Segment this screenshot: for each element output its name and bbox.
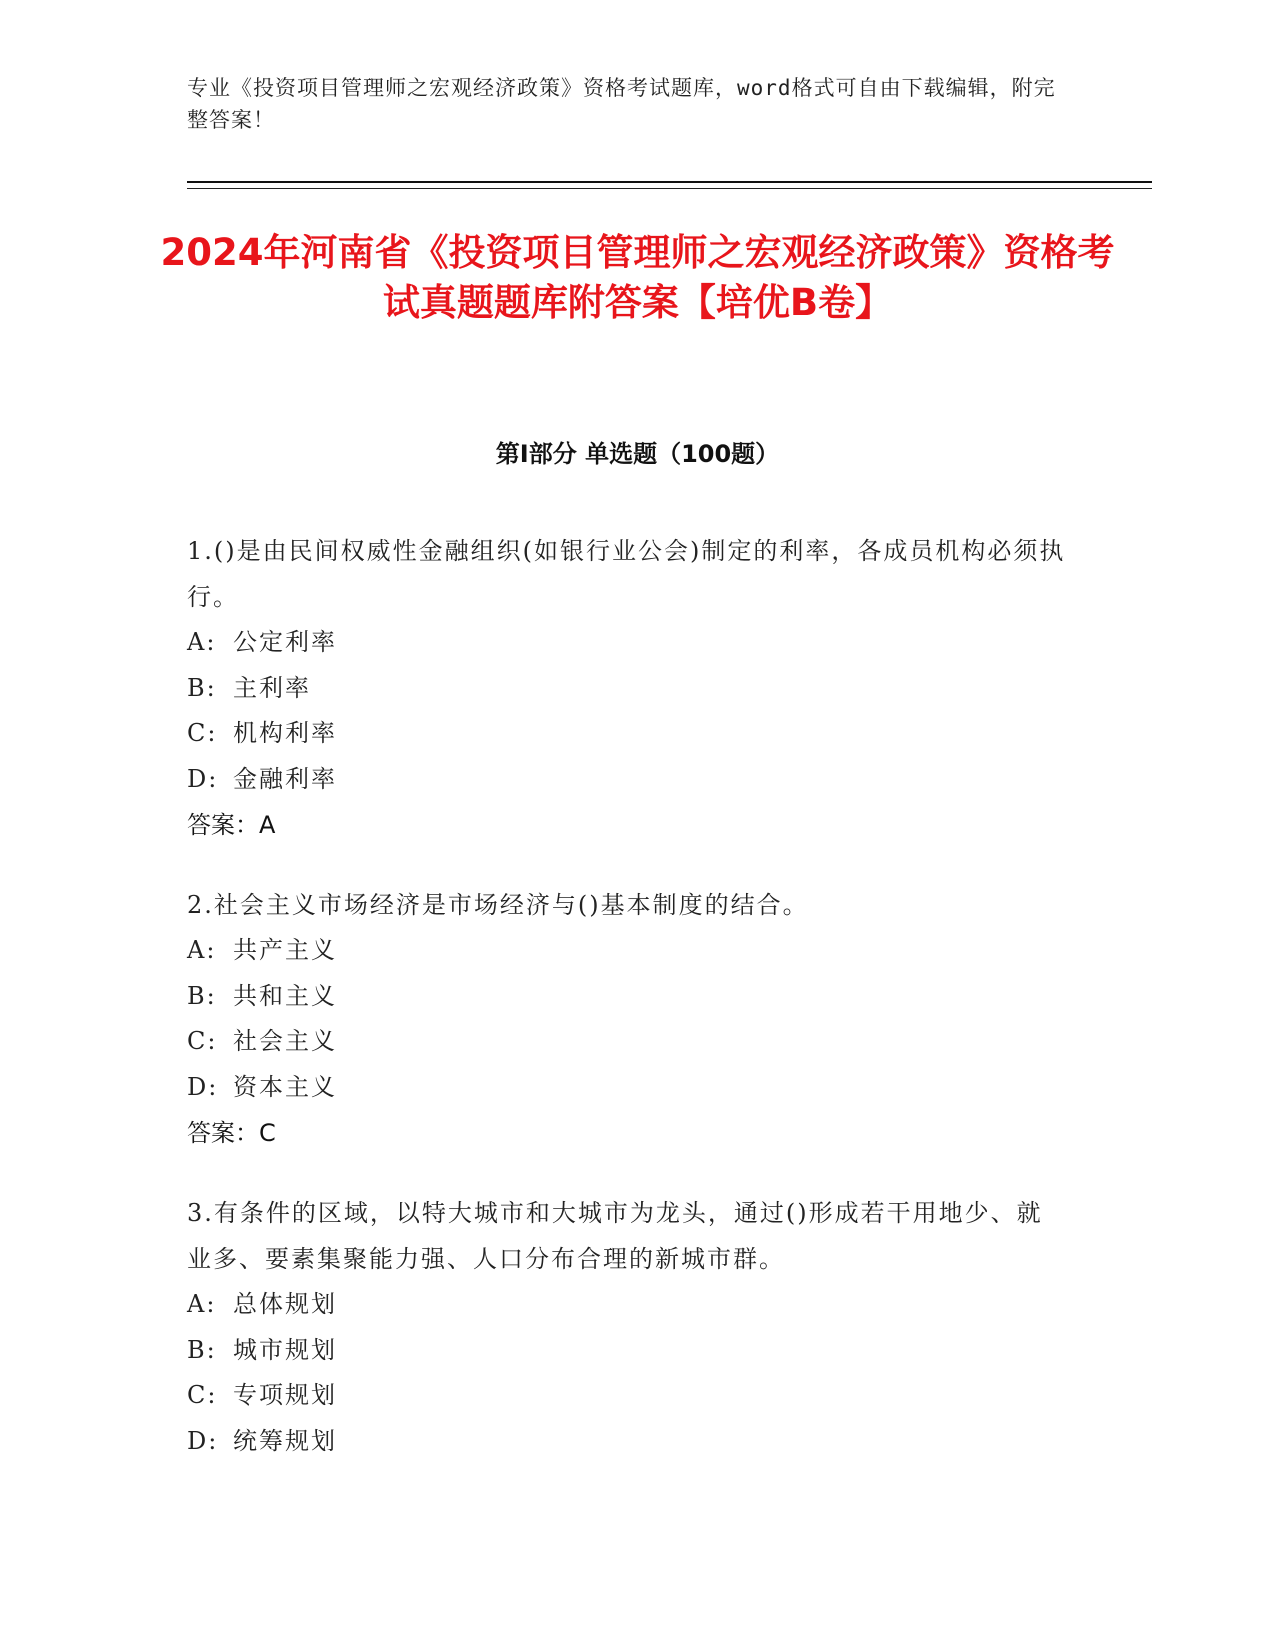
document-title: 2024年河南省《投资项目管理师之宏观经济政策》资格考试真题题库附答案【培优B卷】 (160, 231, 1115, 324)
option-text: 资本主义 (233, 1072, 337, 1101)
option-letter: D: (187, 1426, 219, 1455)
answer-option (187, 620, 1067, 666)
question-body: 社会主义市场经济是市场经济与()基本制度的结合。 (213, 891, 809, 919)
question-item (187, 882, 1067, 1156)
option-text: 公定利率 (233, 628, 337, 656)
option-letter: B: (187, 673, 217, 702)
answer-option (187, 928, 1067, 974)
option-text: 城市规划 (233, 1335, 337, 1364)
option-letter: D: (187, 1072, 219, 1101)
option-letter: D: (187, 764, 219, 793)
option-letter: A: (187, 628, 217, 656)
option-letter: C: (187, 1381, 218, 1409)
answer-option (187, 666, 1067, 712)
answer-option (187, 1065, 1067, 1111)
answer-option (187, 1419, 1067, 1465)
option-text: 统筹规划 (233, 1426, 337, 1455)
option-text: 专项规划 (233, 1381, 337, 1409)
option-text: 共产主义 (233, 936, 337, 964)
option-letter: A: (187, 1290, 217, 1318)
answer-option (187, 1328, 1067, 1374)
question-body: 有条件的区域，以特大城市和大城市为龙头，通过()形成若干用地少、就业多、要素集聚能力强、人口分布合理的新城市群。 (187, 1199, 1043, 1273)
answer-option (187, 711, 1067, 757)
section-title: 第I部分 单选题（100题） (495, 440, 780, 468)
answer-option (187, 1373, 1067, 1419)
answer-option (187, 1282, 1067, 1328)
header-rule-thick (187, 181, 1152, 183)
question-item (187, 1190, 1067, 1464)
option-text: 主利率 (233, 673, 311, 702)
option-letter: B: (187, 1335, 217, 1364)
option-letter: C: (187, 719, 218, 747)
question-text (187, 882, 1067, 928)
answer-key: 答案：C (187, 1119, 276, 1147)
question-number: 1. (187, 537, 214, 565)
header-rule-thin (187, 188, 1152, 189)
option-text: 社会主义 (233, 1027, 337, 1055)
option-text: 金融利率 (233, 764, 337, 793)
header-note: 专业《投资项目管理师之宏观经济政策》资格考试题库，word格式可自由下载编辑，附完整答案！ (187, 76, 1056, 132)
option-letter: C: (187, 1027, 218, 1055)
answer-option (187, 757, 1067, 803)
option-letter: A: (187, 936, 217, 964)
question-number: 3. (187, 1199, 214, 1227)
question-item (187, 528, 1067, 848)
question-text (187, 528, 1067, 620)
answer-option (187, 1019, 1067, 1065)
answer-option (187, 974, 1067, 1020)
option-text: 机构利率 (233, 719, 337, 747)
option-letter: B: (187, 981, 217, 1010)
answer-key: 答案：A (187, 811, 276, 839)
option-text: 总体规划 (233, 1290, 337, 1318)
question-list (187, 528, 1067, 1498)
question-number: 2. (187, 891, 214, 919)
question-body: ()是由民间权威性金融组织(如银行业公会)制定的利率，各成员机构必须执行。 (187, 537, 1066, 611)
question-text (187, 1190, 1067, 1282)
option-text: 共和主义 (233, 981, 337, 1010)
